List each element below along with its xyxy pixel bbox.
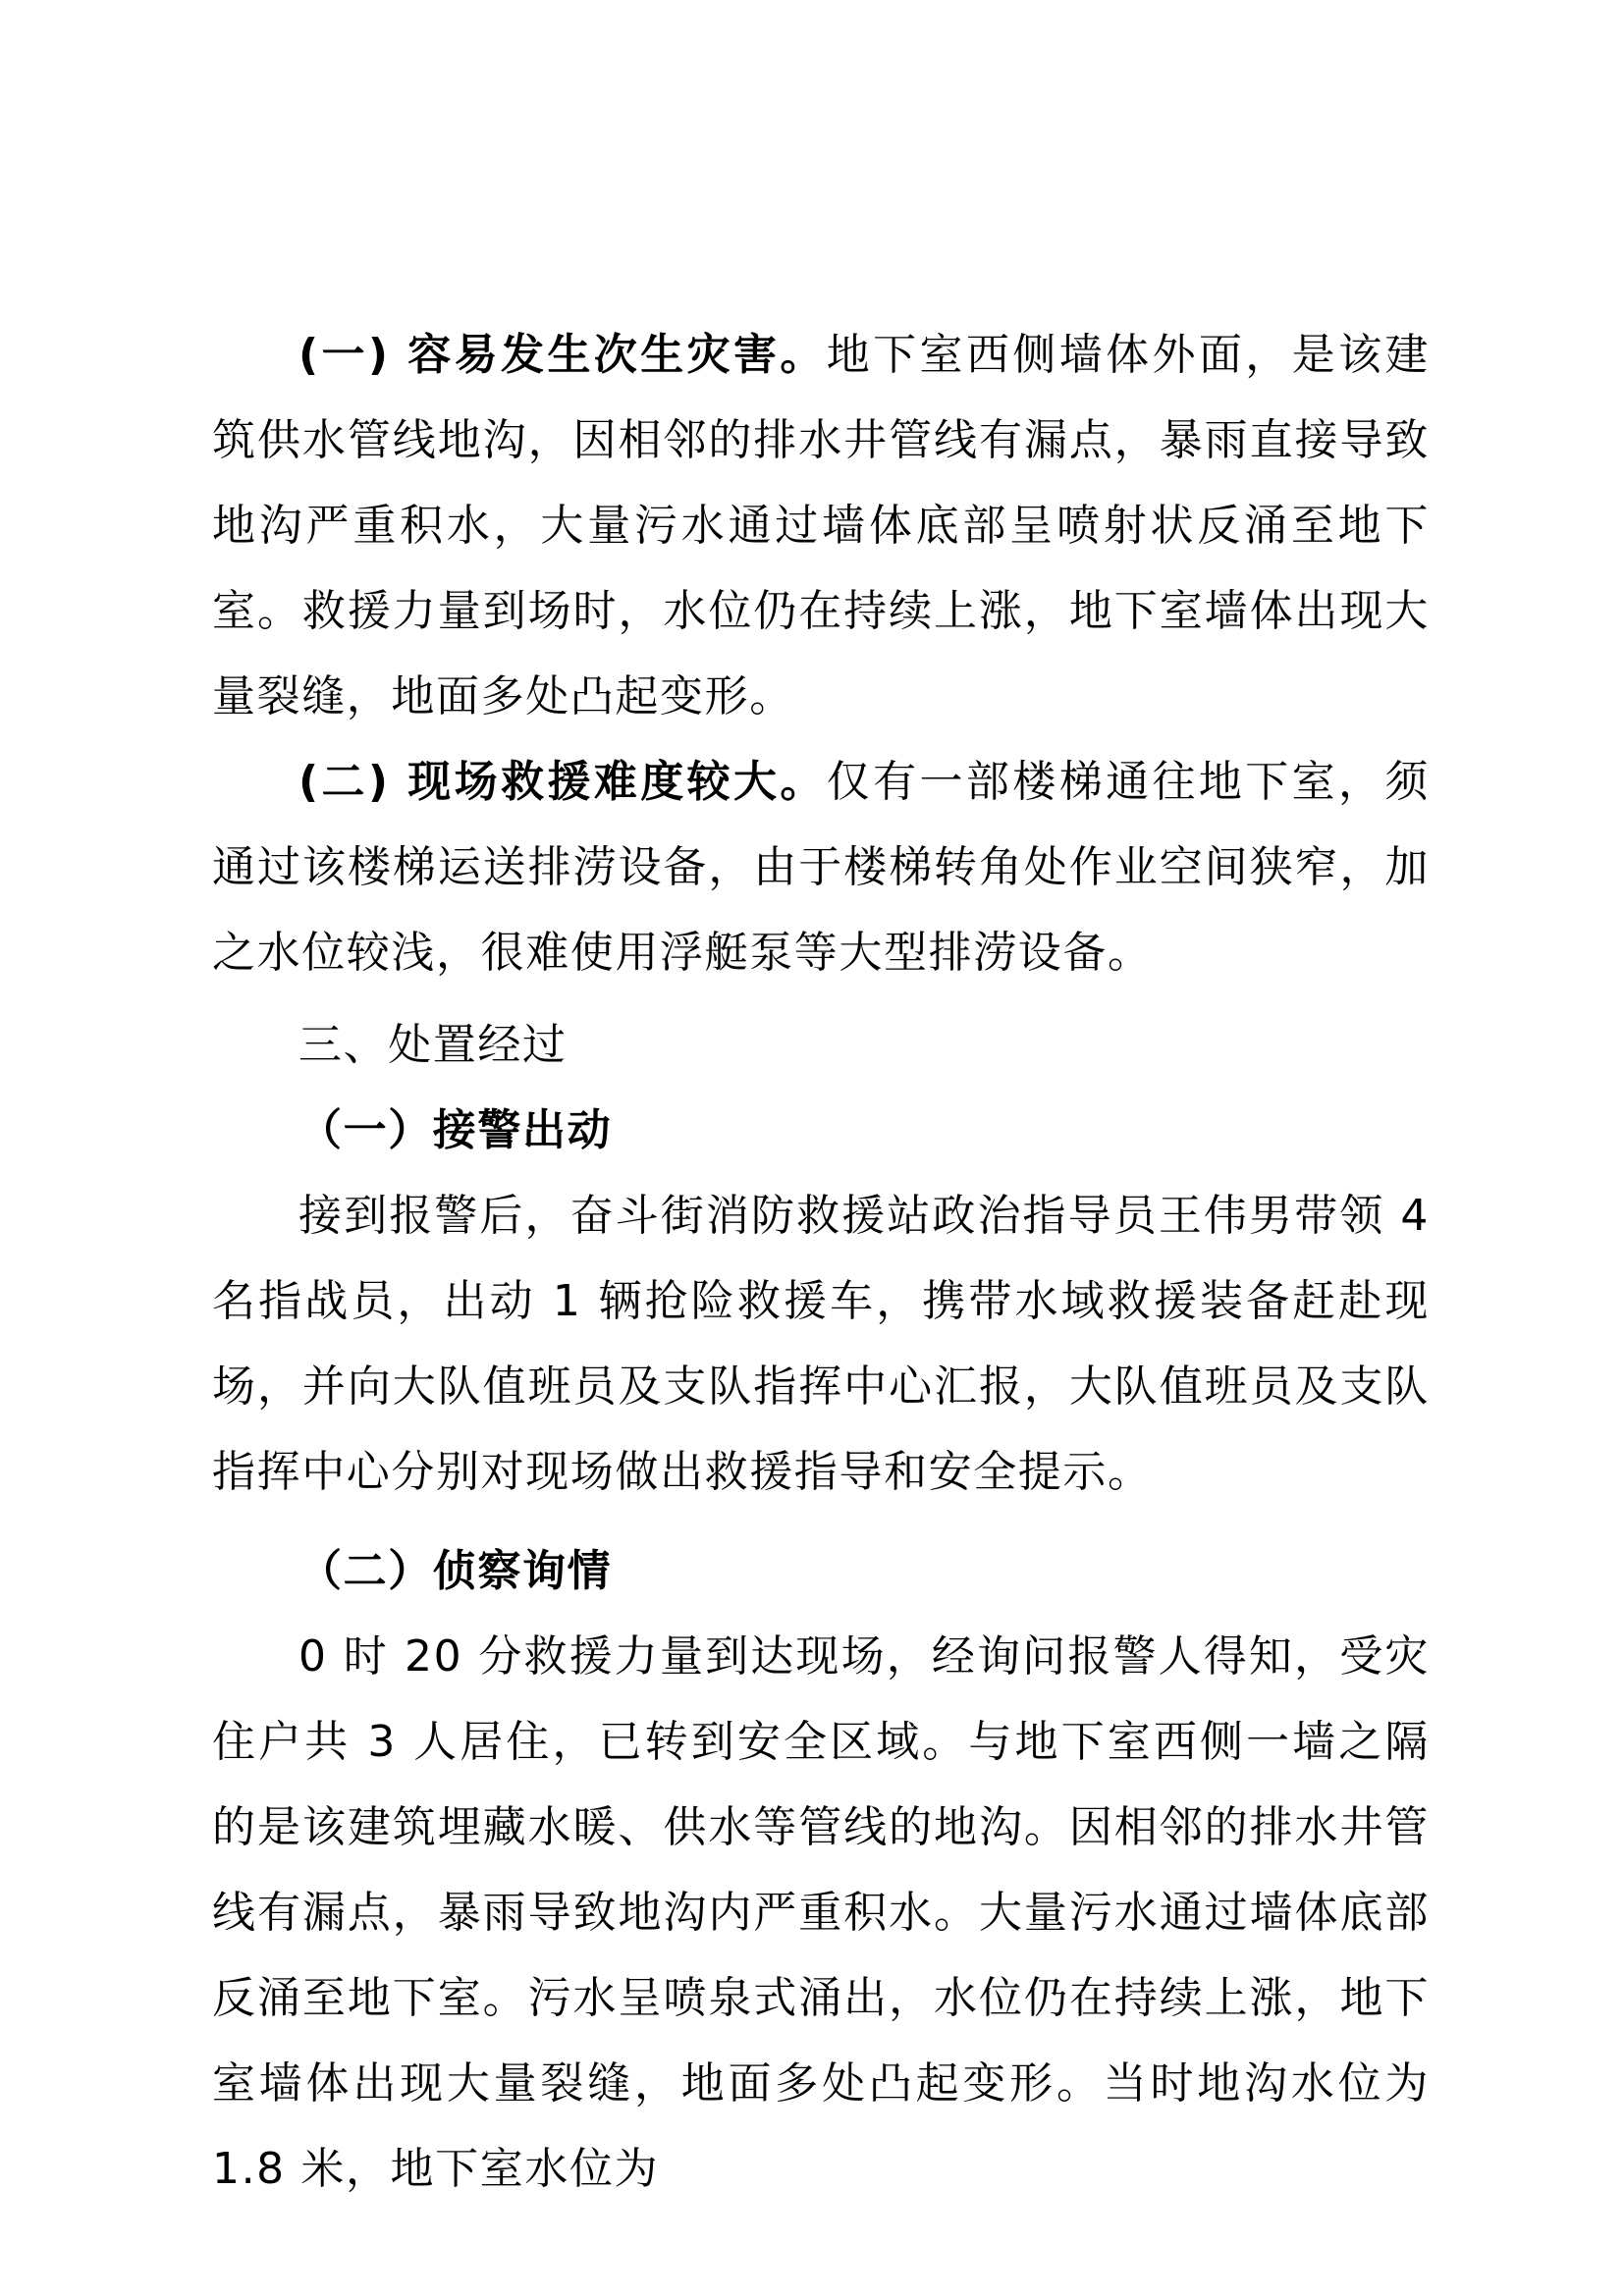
document-body [212,312,1430,2212]
subsection-title-alarm-dispatch: （一）接警出动 [298,1105,613,1155]
paragraph-reconnaissance: 0 时 20 分救援力量到达现场，经询问报警人得知，受灾住户共 3 人居住，已转到安全区域。与地下室西侧一墙之隔的是该建筑埋藏水暖、供水等管线的地沟。因相邻的排水井管线有漏点，暴雨导致地沟内严重积水。大量污水通过墙体底部反涌至地下室。污水呈喷泉式涌出，水位仍在持续上涨，地下室墙体出现大量裂缝，地面多处凸起变形。当时地沟水位为 1.8 米，地下室水位为 [212,1631,1430,2194]
subsection-title-reconnaissance: （二）侦察询情 [298,1546,613,1596]
paragraph-alarm-dispatch: 接到报警后，奋斗街消防救援站政治指导员王伟男带领 4 名指战员，出动 1 辆抢险救援车，携带水域救援装备赶赴现场，并向大队值班员及支队指挥中心汇报，大队值班员及支队指挥中心分别对现场做出救援指导和安全提示。 [212,1191,1430,1497]
paragraph-text-secondary-disaster: 地下室西侧墙体外面，是该建筑供水管线地沟，因相邻的排水井管线有漏点，暴雨直接导致地沟严重积水，大量污水通过墙体底部呈喷射状反涌至地下室。救援力量到场时，水位仍在持续上涨，地下室墙体出现大量裂缝，地面多处凸起变形。 [212,330,1430,721]
paragraph-rescue-difficulty [212,739,1430,995]
paragraph-lead-secondary-disaster: (一) 容易发生次生灾害。 [298,330,827,380]
paragraph-text-rescue-difficulty: 仅有一部楼梯通往地下室，须通过该楼梯运送排涝设备，由于楼梯转角处作业空间狭窄，加之水位较浅，很难使用浮艇泵等大型排涝设备。 [212,757,1430,978]
section-title-handling-process: 三、处置经过 [298,1020,568,1070]
paragraph-secondary-disaster [212,312,1430,739]
paragraph-lead-rescue-difficulty: (二) 现场救援难度较大。 [298,757,827,807]
